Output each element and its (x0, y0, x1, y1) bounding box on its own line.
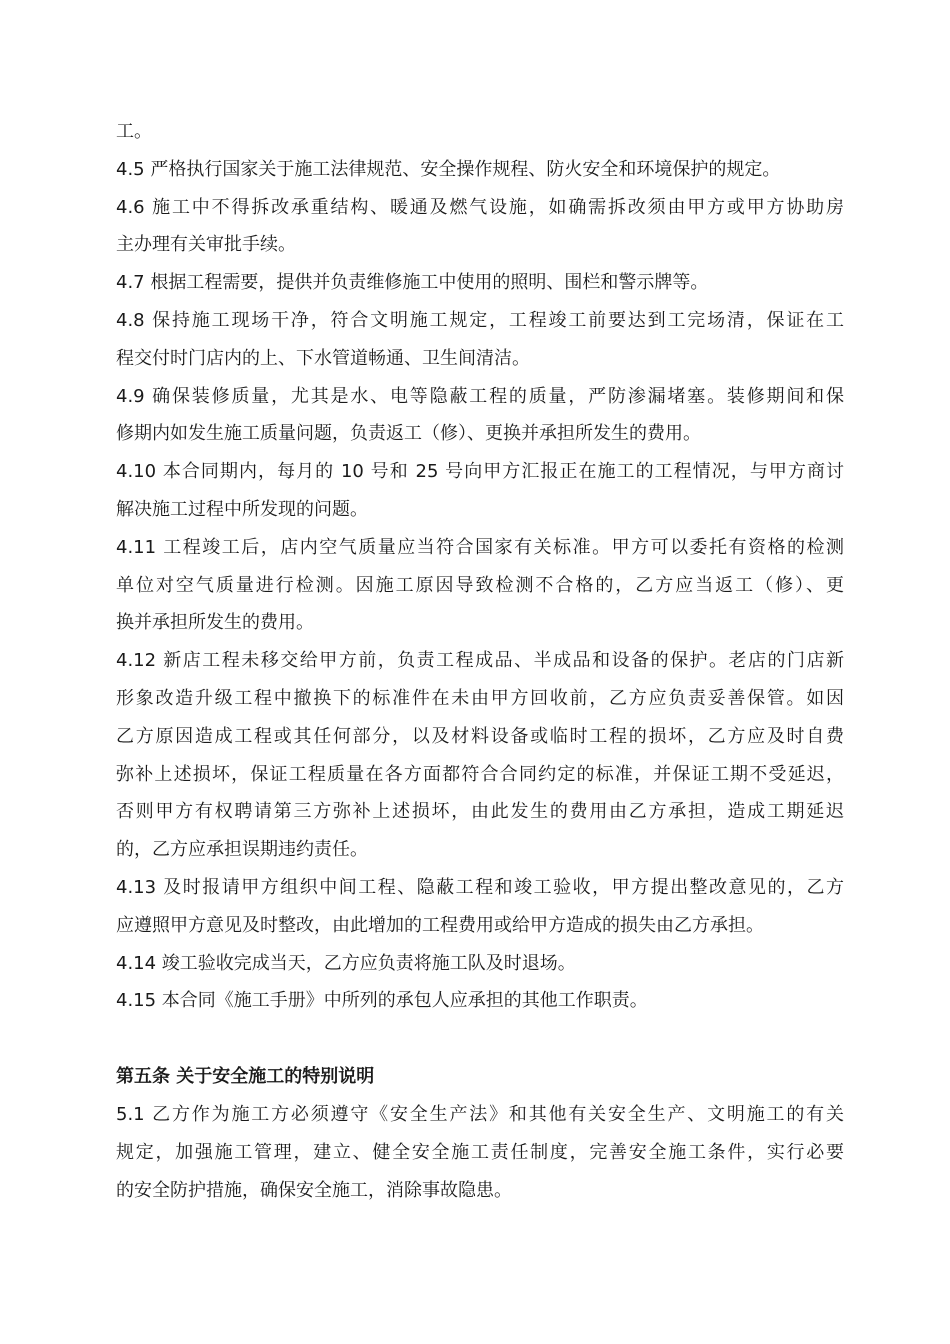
text-line: 否则甲方有权聘请第三方弥补上述损坏，由此发生的费用由乙方承担，造成工期延迟 (116, 801, 844, 823)
text-line: 弥补上述损坏，保证工程质量在各方面都符合合同约定的标准，并保证工期不受延迟， (116, 763, 844, 785)
text-line: 应遵照甲方意见及时整改，由此增加的工程费用或给甲方造成的损失由乙方承担。 (116, 914, 764, 936)
paragraph-group-section-4 (116, 113, 844, 1020)
paragraph (116, 113, 844, 151)
text-line: 4.5 严格执行国家关于施工法律规范、安全操作规程、防火安全和环境保护的规定。 (116, 158, 781, 180)
paragraph (116, 529, 844, 642)
document-page (116, 113, 844, 1209)
text-line: 乙方原因造成工程或其任何部分，以及材料设备或临时工程的损坏，乙方应及时自费 (116, 725, 844, 747)
paragraph (116, 264, 844, 302)
text-line: 程交付时门店内的上、下水管道畅通、卫生间清洁。 (116, 347, 530, 369)
text-line: 的安全防护措施，确保安全施工，消除事故隐患。 (116, 1179, 512, 1201)
paragraph (116, 945, 844, 983)
paragraph (116, 642, 844, 869)
paragraph (116, 1096, 844, 1209)
text-line: 4.12 新店工程未移交给甲方前，负责工程成品、半成品和设备的保护。老店的门店新 (116, 650, 844, 672)
paragraph (116, 151, 844, 189)
text-line: 规定，加强施工管理，建立、健全安全施工责任制度，完善安全施工条件，实行必要 (116, 1141, 844, 1163)
paragraph (116, 378, 844, 454)
text-line: 4.13 及时报请甲方组织中间工程、隐蔽工程和竣工验收，甲方提出整改意见的，乙方 (116, 876, 844, 898)
section-gap (116, 1020, 844, 1058)
paragraph (116, 982, 844, 1020)
section-heading: 第五条 关于安全施工的特别说明 (116, 1066, 375, 1088)
paragraph-group-section-5 (116, 1096, 844, 1209)
text-line: 4.6 施工中不得拆改承重结构、暖通及燃气设施，如确需拆改须由甲方或甲方协助房 (116, 196, 844, 218)
paragraph (116, 189, 844, 265)
text-line: 5.1 乙方作为施工方必须遵守《安全生产法》和其他有关安全生产、文明施工的有关 (116, 1103, 844, 1125)
text-line: 4.10 本合同期内，每月的 10 号和 25 号向甲方汇报正在施工的工程情况，与甲方商讨 (116, 461, 844, 483)
text-line: 4.7 根据工程需要，提供并负责维修施工中使用的照明、围栏和警示牌等。 (116, 272, 709, 294)
text-line: 4.15 本合同《施工手册》中所列的承包人应承担的其他工作职责。 (116, 990, 648, 1012)
text-line: 的，乙方应承担误期违约责任。 (116, 839, 368, 861)
text-line: 4.11 工程竣工后，店内空气质量应当符合国家有关标准。甲方可以委托有资格的检测 (116, 536, 844, 558)
text-line: 4.14 竣工验收完成当天，乙方应负责将施工队及时退场。 (116, 952, 576, 974)
text-line: 单位对空气质量进行检测。因施工原因导致检测不合格的，乙方应当返工（修）、更 (116, 574, 844, 596)
text-line: 主办理有关审批手续。 (116, 234, 296, 256)
text-line: 4.9 确保装修质量，尤其是水、电等隐蔽工程的质量，严防渗漏堵塞。装修期间和保 (116, 385, 844, 407)
text-line: 修期内如发生施工质量问题，负责返工（修）、更换并承担所发生的费用。 (116, 423, 701, 445)
paragraph (116, 453, 844, 529)
paragraph (116, 869, 844, 945)
text-line: 换并承担所发生的费用。 (116, 612, 314, 634)
paragraph (116, 302, 844, 378)
text-line: 解决施工过程中所发现的问题。 (116, 498, 368, 520)
text-line: 形象改造升级工程中撤换下的标准件在未由甲方回收前，乙方应负责妥善保管。如因 (116, 687, 844, 709)
text-line: 4.8 保持施工现场干净，符合文明施工规定，工程竣工前要达到工完场清，保证在工 (116, 309, 844, 331)
text-line: 工。 (116, 121, 152, 142)
